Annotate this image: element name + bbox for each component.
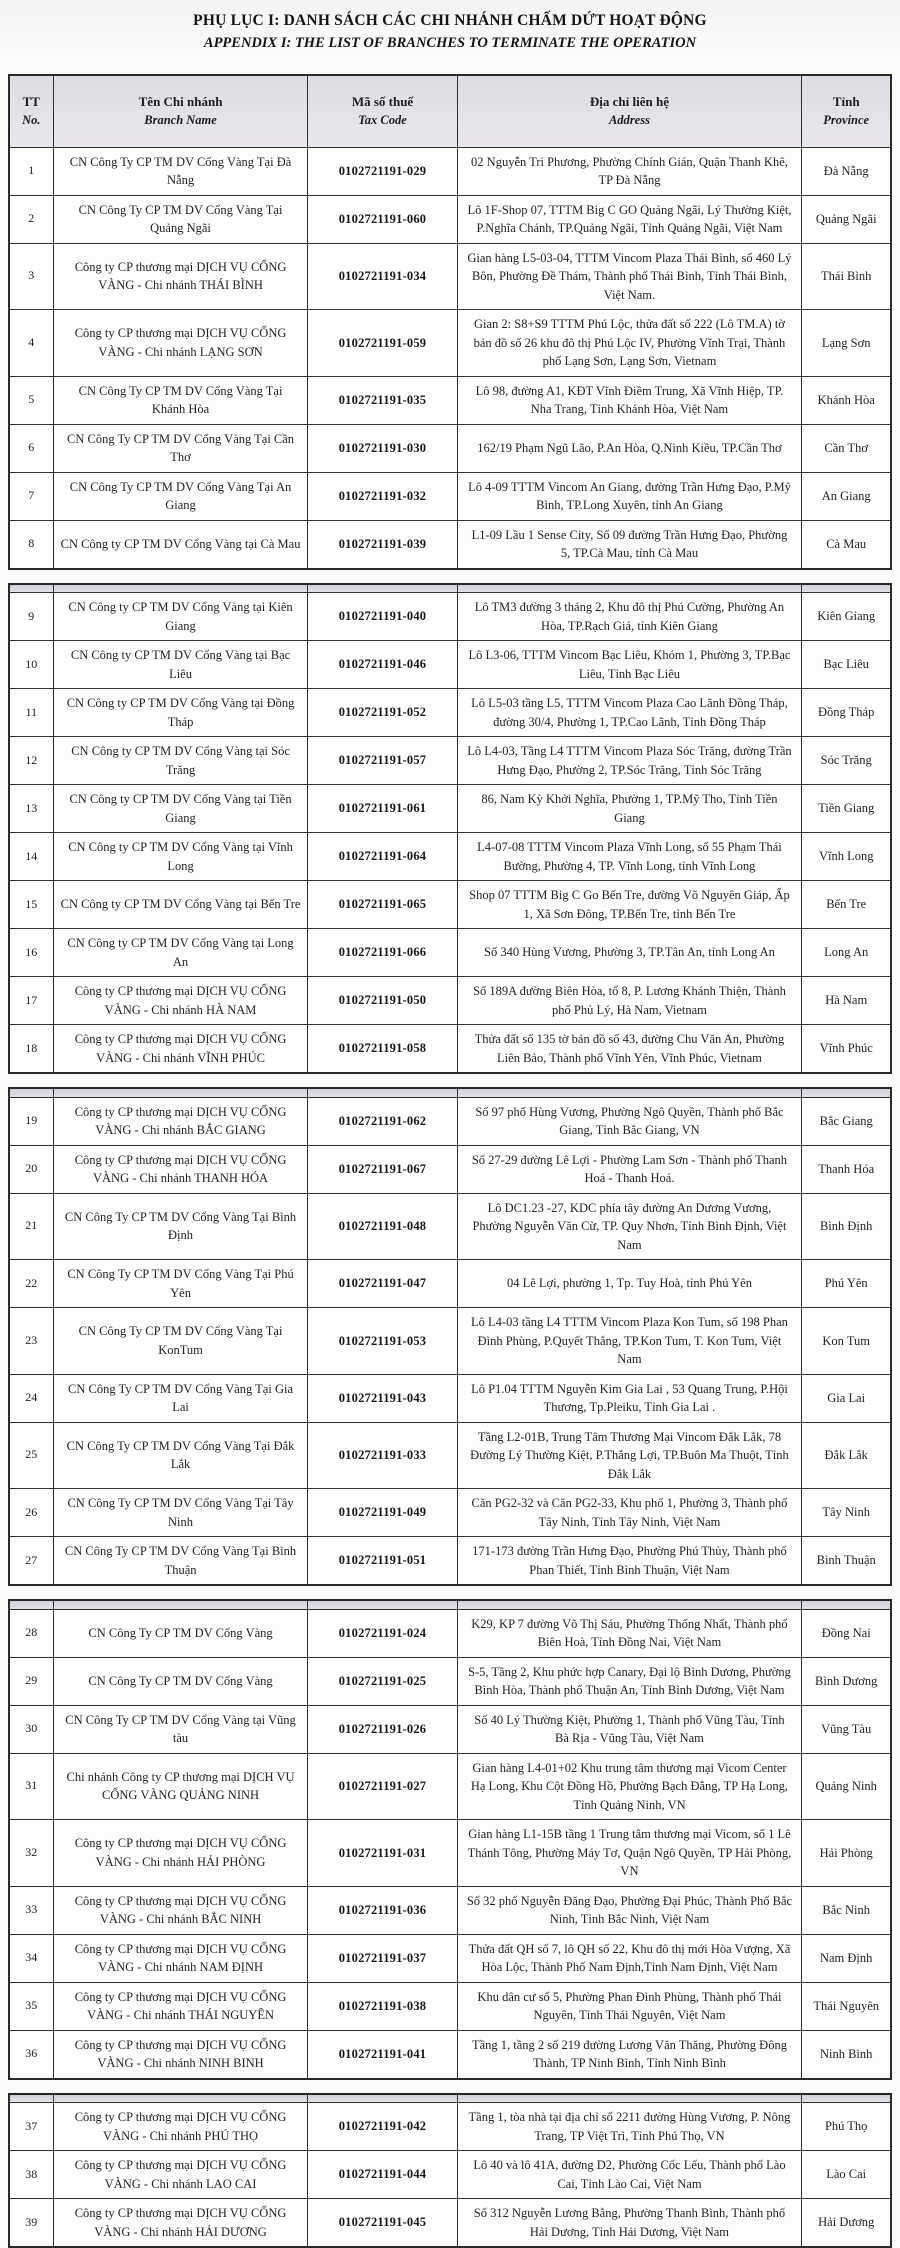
table-row [9,833,891,881]
tax-code-cell: 0102721191-052 [308,689,457,737]
table-row [9,1537,891,1586]
tax-code-cell: 0102721191-066 [308,929,457,977]
row-number-cell: 13 [9,785,53,833]
table-row [9,2199,891,2248]
table-body-segment-3 [9,1097,891,1585]
branch-name-cell: Chi nhánh Công ty CP thương mại DỊCH VỤ CỔNG VÀNG QUẢNG NINH [53,1753,308,1820]
row-number-cell: 35 [9,1982,53,2030]
address-cell: Lô L3-06, TTTM Vincom Bạc Liêu, Khóm 1, Phường 3, TP.Bạc Liêu, Tỉnh Bạc Liêu [457,641,802,689]
table-row [9,689,891,737]
header-province-vi: Tỉnh [806,94,886,110]
branch-name-cell: CN Công Ty CP TM DV Cổng Vàng Tại Bình Thuận [53,1537,308,1586]
header-cell-province [802,75,891,147]
table-row [9,881,891,929]
header-address-en: Address [462,113,798,128]
branch-name-cell: CN Công Ty CP TM DV Cổng Vàng Tại Khánh Hòa [53,376,308,424]
address-cell: Lô L4-03, Tầng L4 TTTM Vincom Plaza Sóc Trăng, đường Trần Hưng Đạo, Phường 2, TP.Sóc Trăng, Tỉnh Sóc Trăng [457,737,802,785]
tax-code-cell: 0102721191-044 [308,2151,457,2199]
table-row [9,1374,891,1422]
province-cell: Kon Tum [802,1308,891,1375]
tax-code-cell: 0102721191-033 [308,1422,457,1489]
tax-code-cell: 0102721191-064 [308,833,457,881]
row-number-cell: 6 [9,424,53,472]
row-number-cell: 17 [9,977,53,1025]
province-cell: An Giang [802,472,891,520]
page-break-strip [9,584,891,593]
table-row [9,2151,891,2199]
address-cell: Số 32 phố Nguyễn Đăng Đạo, Phường Đại Phúc, Thành Phố Bắc Ninh, Tỉnh Bắc Ninh, Việt Nam [457,1886,802,1934]
branch-name-cell: CN Công Ty CP TM DV Cổng Vàng Tại Bình Định [53,1193,308,1260]
province-cell: Tiền Giang [802,785,891,833]
address-cell: Số 97 phố Hùng Vương, Phường Ngô Quyền, Thành phố Bắc Giang, Tỉnh Bắc Giang, VN [457,1097,802,1145]
branch-name-cell: CN Công ty CP TM DV Cổng Vàng tại Cà Mau [53,520,308,569]
row-number-cell: 39 [9,2199,53,2248]
table-row [9,1489,891,1537]
address-cell: S-5, Tầng 2, Khu phức hợp Canary, Đại lộ Bình Dương, Phường Bình Hòa, Thành phố Thuận An, Tỉnh Bình Dương, Việt Nam [457,1657,802,1705]
tax-code-cell: 0102721191-035 [308,376,457,424]
table-row [9,1753,891,1820]
branches-table-segment-5 [8,2093,892,2248]
province-cell: Bắc Ninh [802,1886,891,1934]
province-cell: Vĩnh Phúc [802,1025,891,1074]
address-cell: Tầng L2-01B, Trung Tâm Thương Mại Vincom Đắk Lắk, 78 Đường Lý Thường Kiệt, P.Thắng Lợi, TP.Buôn Ma Thuột, Tỉnh Đắk Lắk [457,1422,802,1489]
table-body-segment-5 [9,2103,891,2248]
province-cell: Long An [802,929,891,977]
tax-code-cell: 0102721191-025 [308,1657,457,1705]
branch-name-cell: Công ty CP thương mại DỊCH VỤ CỔNG VÀNG - Chi nhánh THÁI NGUYÊN [53,1982,308,2030]
branch-name-cell: CN Công ty CP TM DV Cổng Vàng tại Kiên Giang [53,593,308,641]
row-number-cell: 11 [9,689,53,737]
table-row [9,1308,891,1375]
row-number-cell: 34 [9,1934,53,1982]
tax-code-cell: 0102721191-037 [308,1934,457,1982]
province-cell: Lạng Sơn [802,310,891,377]
branch-name-cell: Công ty CP thương mại DỊCH VỤ CỔNG VÀNG - Chi nhánh BẮC GIANG [53,1097,308,1145]
tax-code-cell: 0102721191-062 [308,1097,457,1145]
address-cell: Thửa đất số 135 tờ bản đồ số 43, đường Chu Văn An, Phường Liên Bảo, Thành phố Vĩnh Yên, Vĩnh Phúc, Vietnam [457,1025,802,1074]
header-cell-address [457,75,802,147]
tax-code-cell: 0102721191-039 [308,520,457,569]
row-number-cell: 5 [9,376,53,424]
row-number-cell: 16 [9,929,53,977]
table-row [9,1934,891,1982]
row-number-cell: 26 [9,1489,53,1537]
table-row [9,1145,891,1193]
address-cell: Thửa đất QH số 7, lô QH số 22, Khu đô thị mới Hòa Vượng, Xã Hòa Lộc, Thành Phố Nam Định,Tỉnh Nam Định, Việt Nam [457,1934,802,1982]
address-cell: Số 312 Nguyễn Lương Bằng, Phường Thanh Bình, Thành phố Hải Dương, Tỉnh Hải Dương, Việt Nam [457,2199,802,2248]
header-tax-vi: Mã số thuế [312,94,452,110]
table-row [9,1982,891,2030]
address-cell: Gian 2: S8+S9 TTTM Phú Lộc, thửa đất số 222 (Lô TM.A) tờ bản đồ số 26 khu đô thị Phú Lộc IV, Phường Vĩnh Trại, Thành phố Lạng Sơn, Lạng Sơn, Vietnam [457,310,802,377]
address-cell: Khu dân cư số 5, Phường Phan Đình Phùng, Thành phố Thái Nguyên, Tỉnh Thái Nguyên, Việt Nam [457,1982,802,2030]
province-cell: Bến Tre [802,881,891,929]
header-branch-en: Branch Name [58,113,304,128]
province-cell: Vĩnh Long [802,833,891,881]
tax-code-cell: 0102721191-043 [308,1374,457,1422]
table-row [9,520,891,569]
branches-table-segment-3 [8,1087,892,1586]
branch-name-cell: Công ty CP thương mại DỊCH VỤ CỔNG VÀNG - Chi nhánh LẠNG SƠN [53,310,308,377]
branch-name-cell: CN Công ty CP TM DV Cổng Vàng tại Bến Tre [53,881,308,929]
address-cell: Tầng 1, tòa nhà tại địa chỉ số 2211 đường Hùng Vương, P. Nông Trang, TP Việt Trì, Tỉnh Phú Thọ, VN [457,2103,802,2151]
branch-name-cell: Công ty CP thương mại DỊCH VỤ CỔNG VÀNG - Chi nhánh HẢI PHÒNG [53,1820,308,1887]
province-cell: Gia Lai [802,1374,891,1422]
address-cell: L1-09 Lầu 1 Sense City, Số 09 đường Trần Hưng Đạo, Phường 5, TP.Cà Mau, tỉnh Cà Mau [457,520,802,569]
branch-name-cell: CN Công ty CP TM DV Cổng Vàng tại Vĩnh Long [53,833,308,881]
row-number-cell: 10 [9,641,53,689]
branch-name-cell: Công ty CP thương mại DỊCH VỤ CỔNG VÀNG - Chi nhánh THÁI BÌNH [53,243,308,310]
address-cell: Lô L4-03 tầng L4 TTTM Vincom Plaza Kon Tum, số 198 Phan Đình Phùng, P.Quyết Thắng, TP.Kon Tum, T. Kon Tum, Việt Nam [457,1308,802,1375]
row-number-cell: 31 [9,1753,53,1820]
address-cell: Lô DC1.23 -27, KDC phía tây đường An Dương Vương, Phường Nguyễn Văn Cừ, TP. Quy Nhơn, Tỉnh Bình Định, Việt Nam [457,1193,802,1260]
row-number-cell: 20 [9,1145,53,1193]
table-row [9,147,891,195]
branch-name-cell: CN Công ty CP TM DV Cổng Vàng tại Bạc Liêu [53,641,308,689]
row-number-cell: 22 [9,1260,53,1308]
address-cell: 162/19 Phạm Ngũ Lão, P.An Hòa, Q.Ninh Kiều, TP.Cần Thơ [457,424,802,472]
branch-name-cell: Công ty CP thương mại DỊCH VỤ CỔNG VÀNG - Chi nhánh BẮC NINH [53,1886,308,1934]
tax-code-cell: 0102721191-057 [308,737,457,785]
row-number-cell: 7 [9,472,53,520]
province-cell: Vũng Tàu [802,1705,891,1753]
document-title-en: APPENDIX I: THE LIST OF BRANCHES TO TERMINATE THE OPERATION [0,35,900,52]
table-row [9,2030,891,2079]
document-title-block [0,0,900,52]
branch-name-cell: CN Công ty CP TM DV Cổng Vàng tại Long An [53,929,308,977]
province-cell: Thanh Hóa [802,1145,891,1193]
branch-name-cell: Công ty CP thương mại DỊCH VỤ CỔNG VÀNG - Chi nhánh HẢI DƯƠNG [53,2199,308,2248]
tax-code-cell: 0102721191-024 [308,1609,457,1657]
province-cell: Cà Mau [802,520,891,569]
table-row [9,1886,891,1934]
row-number-cell: 15 [9,881,53,929]
header-province-en: Province [806,113,886,128]
branch-name-cell: CN Công Ty CP TM DV Cổng Vàng Tại An Giang [53,472,308,520]
header-no-en: No. [14,113,49,128]
branch-name-cell: CN Công Ty CP TM DV Cổng Vàng Tại Đắk Lắk [53,1422,308,1489]
address-cell: Lô 40 và lô 41A, đường D2, Phường Cốc Lếu, Thành phố Lào Cai, Tỉnh Lào Cai, Việt Nam [457,2151,802,2199]
header-address-vi: Địa chỉ liên hệ [462,94,798,110]
tax-code-cell: 0102721191-038 [308,1982,457,2030]
tax-code-cell: 0102721191-058 [308,1025,457,1074]
branch-name-cell: CN Công Ty CP TM DV Cổng Vàng [53,1657,308,1705]
page-break-strip [9,2094,891,2103]
row-number-cell: 3 [9,243,53,310]
table-row [9,1820,891,1887]
address-cell: Lô TM3 đường 3 tháng 2, Khu đô thị Phú Cường, Phường An Hòa, TP.Rạch Giá, tỉnh Kiên Giang [457,593,802,641]
address-cell: Gian hàng L1-15B tầng 1 Trung tâm thương mại Vicom, số 1 Lê Thánh Tông, Phường Máy Tơ, Quận Ngô Quyền, TP Hải Phòng, VN [457,1820,802,1887]
tax-code-cell: 0102721191-026 [308,1705,457,1753]
branch-name-cell: CN Công ty CP TM DV Cổng Vàng tại Sóc Trăng [53,737,308,785]
province-cell: Bạc Liêu [802,641,891,689]
table-body-segment-4 [9,1609,891,2079]
province-cell: Đồng Tháp [802,689,891,737]
branch-name-cell: CN Công Ty CP TM DV Cổng Vàng Tại Quảng Ngãi [53,195,308,243]
branch-name-cell: CN Công Ty CP TM DV Cổng Vàng Tại Cần Thơ [53,424,308,472]
tax-code-cell: 0102721191-029 [308,147,457,195]
address-cell: Lô P1.04 TTTM Nguyễn Kim Gia Lai , 53 Quang Trung, P.Hội Thương, Tp.Pleiku, Tỉnh Gia Lai . [457,1374,802,1422]
table-row [9,737,891,785]
tax-code-cell: 0102721191-032 [308,472,457,520]
table-row [9,1193,891,1260]
province-cell: Bình Thuận [802,1537,891,1586]
tax-code-cell: 0102721191-059 [308,310,457,377]
province-cell: Tây Ninh [802,1489,891,1537]
province-cell: Khánh Hòa [802,376,891,424]
province-cell: Ninh Bình [802,2030,891,2079]
province-cell: Bắc Giang [802,1097,891,1145]
branch-name-cell: Công ty CP thương mại DỊCH VỤ CỔNG VÀNG - Chi nhánh VĨNH PHÚC [53,1025,308,1074]
address-cell: L4-07-08 TTTM Vincom Plaza Vĩnh Long, số 55 Phạm Thái Bường, Phường 4, TP. Vĩnh Long, tỉnh Vĩnh Long [457,833,802,881]
branch-name-cell: CN Công Ty CP TM DV Cổng Vàng Tại Phú Yên [53,1260,308,1308]
branches-table-segment-2 [8,583,892,1075]
branch-name-cell: Công ty CP thương mại DỊCH VỤ CỔNG VÀNG - Chi nhánh PHÚ THỌ [53,2103,308,2151]
row-number-cell: 37 [9,2103,53,2151]
province-cell: Bình Dương [802,1657,891,1705]
row-number-cell: 8 [9,520,53,569]
province-cell: Phú Yên [802,1260,891,1308]
tax-code-cell: 0102721191-047 [308,1260,457,1308]
table-row [9,243,891,310]
province-cell: Sóc Trăng [802,737,891,785]
province-cell: Quảng Ninh [802,1753,891,1820]
province-cell: Nam Định [802,1934,891,1982]
address-cell: Gian hàng L4-01+02 Khu trung tâm thương mại Vicom Center Hạ Long, Khu Cột Đồng Hồ, Phường Bạch Đằng, TP Hạ Long, Tỉnh Quảng Ninh, VN [457,1753,802,1820]
document-title-vi: PHỤ LỤC I: DANH SÁCH CÁC CHI NHÁNH CHẤM DỨT HOẠT ĐỘNG [0,12,900,30]
province-cell: Thái Nguyên [802,1982,891,2030]
branch-name-cell: CN Công Ty CP TM DV Cổng Vàng [53,1609,308,1657]
row-number-cell: 9 [9,593,53,641]
tax-code-cell: 0102721191-060 [308,195,457,243]
branch-name-cell: CN Công Ty CP TM DV Cổng Vàng Tại KonTum [53,1308,308,1375]
province-cell: Thái Bình [802,243,891,310]
province-cell: Đà Nẵng [802,147,891,195]
table-row [9,1260,891,1308]
address-cell: Gian hàng L5-03-04, TTTM Vincom Plaza Thái Bình, số 460 Lý Bôn, Phường Đề Thám, Thành phố Thái Bình, Tỉnh Thái Bình, Việt Nam. [457,243,802,310]
province-cell: Quảng Ngãi [802,195,891,243]
row-number-cell: 2 [9,195,53,243]
table-row [9,310,891,377]
row-number-cell: 24 [9,1374,53,1422]
row-number-cell: 36 [9,2030,53,2079]
address-cell: Tầng 1, tầng 2 số 219 đường Lương Văn Thăng, Phường Đông Thành, TP Ninh Bình, Tỉnh Ninh Bình [457,2030,802,2079]
tax-code-cell: 0102721191-031 [308,1820,457,1887]
branch-name-cell: CN Công Ty CP TM DV Cổng Vàng Tại Tây Ninh [53,1489,308,1537]
tax-code-cell: 0102721191-040 [308,593,457,641]
branch-name-cell: CN Công ty CP TM DV Cổng Vàng tại Tiền Giang [53,785,308,833]
row-number-cell: 14 [9,833,53,881]
header-branch-vi: Tên Chi nhánh [58,94,304,110]
row-number-cell: 38 [9,2151,53,2199]
table-row [9,2103,891,2151]
branch-name-cell: CN Công Ty CP TM DV Cổng Vàng Tại Gia Lai [53,1374,308,1422]
header-tax-en: Tax Code [312,113,452,128]
table-row [9,1657,891,1705]
province-cell: Kiên Giang [802,593,891,641]
table-row [9,1025,891,1074]
page-break-strip [9,1600,891,1609]
address-cell: 04 Lê Lợi, phường 1, Tp. Tuy Hoà, tỉnh Phú Yên [457,1260,802,1308]
table-row [9,977,891,1025]
table-header [9,75,891,147]
address-cell: 171-173 đường Trần Hưng Đạo, Phường Phú Thủy, Thành phố Phan Thiết, Tỉnh Bình Thuận, Việt Nam [457,1537,802,1586]
tax-code-cell: 0102721191-046 [308,641,457,689]
row-number-cell: 32 [9,1820,53,1887]
tax-code-cell: 0102721191-065 [308,881,457,929]
header-cell-no [9,75,53,147]
address-cell: Lô 98, đường A1, KĐT Vĩnh Điềm Trung, Xã Vĩnh Hiệp, TP. Nha Trang, Tỉnh Khánh Hòa, Việt Nam [457,376,802,424]
province-cell: Phú Thọ [802,2103,891,2151]
row-number-cell: 18 [9,1025,53,1074]
branch-name-cell: CN Công ty CP TM DV Cổng Vàng tại Đồng Tháp [53,689,308,737]
province-cell: Đắk Lắk [802,1422,891,1489]
table-row [9,785,891,833]
address-cell: Căn PG2-32 và Căn PG2-33, Khu phố 1, Phường 3, Thành phố Tây Ninh, Tỉnh Tây Ninh, Việt Nam [457,1489,802,1537]
row-number-cell: 30 [9,1705,53,1753]
branch-name-cell: Công ty CP thương mại DỊCH VỤ CỔNG VÀNG - Chi nhánh NINH BINH [53,2030,308,2079]
table-body-segment-1 [9,147,891,569]
address-cell: 02 Nguyễn Tri Phương, Phường Chính Gián, Quận Thanh Khê, TP Đà Nẵng [457,147,802,195]
address-cell: Lô 4-09 TTTM Vincom An Giang, đường Trần Hưng Đạo, P.Mỹ Bình, TP.Long Xuyên, tỉnh An Giang [457,472,802,520]
address-cell: Shop 07 TTTM Big C Go Bến Tre, đường Võ Nguyên Giáp, Ấp 1, Xã Sơn Đông, TP.Bến Tre, tỉnh Bến Tre [457,881,802,929]
address-cell: Số 340 Hùng Vương, Phường 3, TP.Tân An, tỉnh Long An [457,929,802,977]
province-cell: Cần Thơ [802,424,891,472]
tax-code-cell: 0102721191-036 [308,1886,457,1934]
tax-code-cell: 0102721191-049 [308,1489,457,1537]
address-cell: Số 27-29 đường Lê Lợi - Phường Lam Sơn - Thành phố Thanh Hoá - Thanh Hoá. [457,1145,802,1193]
tax-code-cell: 0102721191-067 [308,1145,457,1193]
tax-code-cell: 0102721191-034 [308,243,457,310]
tax-code-cell: 0102721191-041 [308,2030,457,2079]
header-cell-tax-code [308,75,457,147]
table-row [9,1422,891,1489]
address-cell: K29, KP 7 đường Võ Thị Sáu, Phường Thống Nhất, Thành phố Biên Hoà, Tỉnh Đồng Nai, Việt Nam [457,1609,802,1657]
branch-name-cell: Công ty CP thương mại DỊCH VỤ CỔNG VÀNG - Chi nhánh THANH HÓA [53,1145,308,1193]
branches-table-segment-1 [8,74,892,570]
table-row [9,1609,891,1657]
province-cell: Hà Nam [802,977,891,1025]
row-number-cell: 29 [9,1657,53,1705]
table-row [9,1097,891,1145]
tax-code-cell: 0102721191-042 [308,2103,457,2151]
page-break-strip [9,1088,891,1097]
province-cell: Hải Dương [802,2199,891,2248]
table-row [9,376,891,424]
row-number-cell: 33 [9,1886,53,1934]
tax-code-cell: 0102721191-051 [308,1537,457,1586]
branch-name-cell: CN Công Ty CP TM DV Cổng Vàng Tại Đà Nẵng [53,147,308,195]
row-number-cell: 19 [9,1097,53,1145]
tax-code-cell: 0102721191-045 [308,2199,457,2248]
table-row [9,929,891,977]
address-cell: Lô 1F-Shop 07, TTTM Big C GO Quảng Ngãi, Lý Thường Kiệt, P.Nghĩa Chánh, TP.Quảng Ngãi, Tỉnh Quảng Ngãi, Việt Nam [457,195,802,243]
branch-name-cell: CN Công Ty CP TM DV Cổng Vàng tại Vũng tàu [53,1705,308,1753]
table-row [9,593,891,641]
province-cell: Đồng Nai [802,1609,891,1657]
branch-name-cell: Công ty CP thương mại DỊCH VỤ CỔNG VÀNG - Chi nhánh HÀ NAM [53,977,308,1025]
address-cell: 86, Nam Kỳ Khởi Nghĩa, Phường 1, TP.Mỹ Tho, Tỉnh Tiền Giang [457,785,802,833]
table-row [9,195,891,243]
header-cell-branch-name [53,75,308,147]
table-row [9,641,891,689]
tax-code-cell: 0102721191-030 [308,424,457,472]
table-row [9,424,891,472]
header-no-vi: TT [14,94,49,110]
row-number-cell: 23 [9,1308,53,1375]
address-cell: Số 40 Lý Thường Kiệt, Phường 1, Thành phố Vũng Tàu, Tỉnh Bà Rịa - Vũng Tàu, Việt Nam [457,1705,802,1753]
row-number-cell: 28 [9,1609,53,1657]
tax-code-cell: 0102721191-061 [308,785,457,833]
row-number-cell: 4 [9,310,53,377]
row-number-cell: 21 [9,1193,53,1260]
address-cell: Số 189A đường Biên Hòa, tổ 8, P. Lương Khánh Thiện, Thành phố Phủ Lý, Hà Nam, Vietnam [457,977,802,1025]
table-row [9,472,891,520]
tax-code-cell: 0102721191-053 [308,1308,457,1375]
branch-name-cell: Công ty CP thương mại DỊCH VỤ CỔNG VÀNG - Chi nhánh LAO CAI [53,2151,308,2199]
row-number-cell: 25 [9,1422,53,1489]
table-body-segment-2 [9,593,891,1074]
row-number-cell: 1 [9,147,53,195]
branches-table-segment-4 [8,1599,892,2080]
branch-name-cell: Công ty CP thương mại DỊCH VỤ CỔNG VÀNG - Chi nhánh NAM ĐỊNH [53,1934,308,1982]
province-cell: Bình Định [802,1193,891,1260]
row-number-cell: 12 [9,737,53,785]
province-cell: Lào Cai [802,2151,891,2199]
table-row [9,1705,891,1753]
tax-code-cell: 0102721191-050 [308,977,457,1025]
province-cell: Hải Phòng [802,1820,891,1887]
row-number-cell: 27 [9,1537,53,1586]
tax-code-cell: 0102721191-027 [308,1753,457,1820]
tax-code-cell: 0102721191-048 [308,1193,457,1260]
address-cell: Lô L5-03 tầng L5, TTTM Vincom Plaza Cao Lãnh Đồng Tháp, đường 30/4, Phường 1, TP.Cao Lãnh, Tỉnh Đồng Tháp [457,689,802,737]
